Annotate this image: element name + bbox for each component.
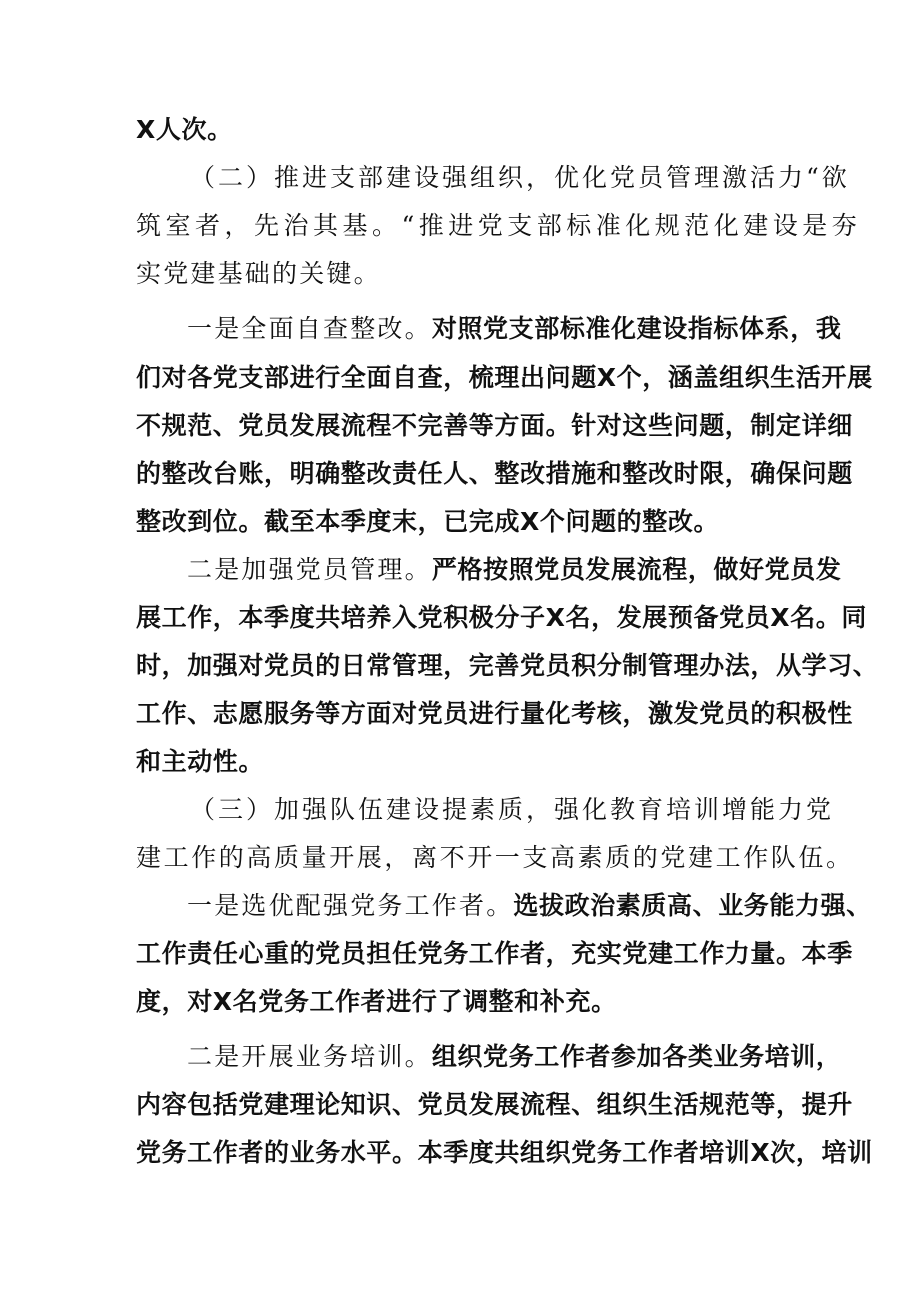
- text-fragment: 和主动性。: [136, 747, 265, 776]
- text-fragment: 对照党支部标准化建设指标体系，我: [431, 314, 842, 343]
- text-line: [136, 649, 878, 683]
- text-line: [136, 113, 233, 147]
- section-heading-line: [190, 161, 850, 195]
- paragraph-first-line: [187, 889, 872, 923]
- text-fragment: 展工作，本季度共培养入党积极分子X名，发展预备党员X名。同: [136, 603, 867, 632]
- paragraph-lead: 一是全面自查整改。: [187, 314, 432, 343]
- text-fragment: 实党建基础的关键。: [136, 259, 381, 288]
- text-fragment: 建工作的高质量开展，离不开一支高素质的党建工作队伍。: [136, 843, 854, 872]
- text-line: [136, 841, 854, 875]
- text-line: [136, 985, 617, 1019]
- text-fragment: 工作、志愿服务等方面对党员进行量化考核，激发党员的积极性: [136, 699, 853, 728]
- text-fragment: 内容包括党建理论知识、党员发展流程、组织生活规范等，提升: [136, 1090, 853, 1119]
- section-heading-line: [190, 793, 834, 827]
- paragraph-lead: 一是选优配强党务工作者。: [187, 891, 514, 920]
- text-line: [136, 1136, 873, 1170]
- text-fragment: 工作责任心重的党员担任党务工作者，充实党建工作力量。本季: [136, 939, 853, 968]
- text-fragment: 党务工作者的业务水平。本季度共组织党务工作者培训X次，培训: [136, 1138, 873, 1167]
- text-fragment: 不规范、党员发展流程不完善等方面。针对这些问题，制定详细: [136, 411, 853, 440]
- text-fragment: 度，对X名党务工作者进行了调整和补充。: [136, 987, 617, 1016]
- text-fragment: （二）推进支部建设强组织，优化党员管理激活力“欲: [190, 163, 850, 192]
- text-fragment: 的整改台账，明确整改责任人、整改措施和整改时限，确保问题: [136, 459, 853, 488]
- text-line: [136, 257, 381, 291]
- text-fragment: 严格按照党员发展流程，做好党员发: [431, 555, 842, 584]
- text-line: [136, 937, 853, 971]
- text-fragment: 整改到位。截至本季度末，已完成X个问题的整改。: [136, 507, 720, 536]
- text-line: [136, 505, 719, 539]
- text-fragment: X人次。: [136, 115, 233, 144]
- text-fragment: 组织党务工作者参加各类业务培训，: [431, 1042, 842, 1071]
- paragraph-first-line: [187, 553, 841, 587]
- text-line: [136, 1088, 853, 1122]
- paragraph-lead: 二是加强党员管理。: [187, 555, 432, 584]
- text-line: [136, 745, 264, 779]
- text-line: [136, 209, 861, 243]
- text-line: [136, 361, 873, 395]
- text-fragment: 时，加强对党员的日常管理，完善党员积分制管理办法，从学习、: [136, 651, 879, 680]
- text-fragment: 筑室者，先治其基。“推进党支部标准化规范化建设是夯: [136, 211, 862, 240]
- text-line: [136, 601, 867, 635]
- paragraph-first-line: [187, 1040, 841, 1074]
- text-fragment: 们对各党支部进行全面自查，梳理出问题X个，涵盖组织生活开展: [136, 363, 873, 392]
- paragraph-lead: 二是开展业务培训。: [187, 1042, 432, 1071]
- text-line: [136, 697, 853, 731]
- paragraph-first-line: [187, 312, 841, 346]
- text-fragment: （三）加强队伍建设提素质，强化教育培训增能力党: [190, 795, 835, 824]
- text-fragment: 选拔政治素质高、业务能力强、: [513, 891, 872, 920]
- text-line: [136, 457, 853, 491]
- text-line: [136, 409, 853, 443]
